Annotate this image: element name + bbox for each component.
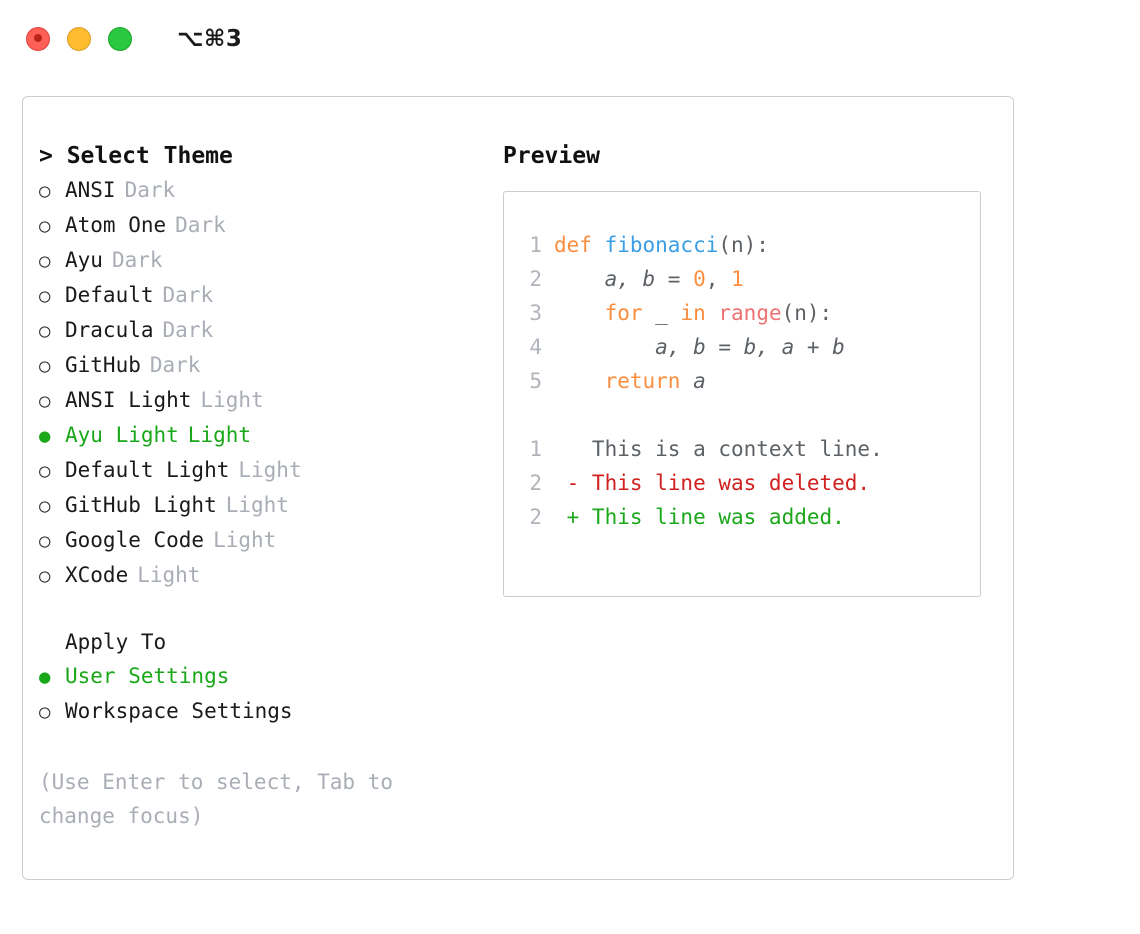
preview-spacer	[520, 398, 980, 432]
theme-option-label: GitHub Light	[65, 493, 217, 517]
theme-option-label: Ayu Light	[65, 423, 179, 447]
theme-option-variant: Light	[213, 528, 277, 552]
code-sample	[520, 228, 980, 398]
theme-option-label: Default Light	[65, 458, 230, 482]
code-token: fibonacci	[604, 233, 719, 257]
theme-option-label: ANSI	[65, 178, 116, 202]
theme-option-row[interactable]	[39, 313, 485, 348]
apply-to-option-label: User Settings	[65, 664, 230, 688]
theme-option-row[interactable]	[39, 558, 485, 593]
radio-unselected-icon[interactable]: ○	[39, 701, 51, 723]
theme-option-label: Default	[65, 283, 154, 307]
theme-option-variant: Dark	[111, 248, 163, 272]
theme-option-variant: Light	[137, 563, 201, 587]
apply-to-option-row[interactable]	[39, 659, 485, 694]
code-token: in	[680, 301, 719, 325]
code-token: 0	[693, 267, 706, 291]
code-token: ,	[705, 267, 732, 291]
diff-line	[520, 500, 980, 534]
theme-option-label: Google Code	[65, 528, 205, 552]
theme-option-row[interactable]	[39, 523, 485, 558]
radio-unselected-icon[interactable]: ○	[39, 250, 51, 272]
theme-option-label: XCode	[65, 563, 129, 587]
code-line	[520, 262, 980, 296]
theme-option-variant: Dark	[162, 318, 214, 342]
theme-option-label: GitHub	[65, 353, 141, 377]
diff-text: + This line was added.	[554, 505, 845, 529]
theme-option-row[interactable]	[39, 278, 485, 313]
apply-to-option-label: Workspace Settings	[65, 699, 293, 723]
diff-line	[520, 466, 980, 500]
diff-text: - This line was deleted.	[554, 471, 871, 495]
code-token: range	[718, 301, 782, 325]
maximize-button[interactable]	[108, 27, 132, 51]
radio-selected-icon[interactable]: ●	[39, 425, 51, 447]
theme-option-row[interactable]	[39, 418, 485, 453]
theme-option-variant: Dark	[162, 283, 214, 307]
apply-to-list[interactable]	[39, 659, 485, 729]
line-number: 1	[529, 233, 542, 257]
close-button[interactable]	[26, 27, 50, 51]
preview-heading: Preview	[503, 143, 600, 169]
code-token: def	[554, 233, 605, 257]
code-token: 1	[731, 267, 744, 291]
radio-unselected-icon[interactable]: ○	[39, 565, 51, 587]
code-token: _	[655, 301, 681, 325]
code-token: (n):	[718, 233, 769, 257]
theme-option-row[interactable]	[39, 243, 485, 278]
code-token	[554, 369, 605, 393]
code-token: a	[693, 369, 706, 393]
theme-option-label: Ayu	[65, 248, 103, 272]
theme-option-label: Atom One	[65, 213, 167, 237]
theme-picker-panel	[22, 96, 1014, 880]
radio-unselected-icon[interactable]: ○	[39, 495, 51, 517]
preview-box	[503, 191, 981, 597]
code-token: (n):	[781, 301, 833, 325]
code-token: return	[604, 369, 694, 393]
keyboard-shortcut-label: ⌥⌘3	[177, 26, 243, 52]
code-line	[520, 228, 980, 262]
theme-selection-column	[23, 139, 485, 879]
radio-unselected-icon[interactable]: ○	[39, 215, 51, 237]
line-number: 2	[529, 267, 542, 291]
code-token: for	[604, 301, 656, 325]
apply-to-option-row[interactable]	[39, 694, 485, 729]
keyboard-hint: (Use Enter to select, Tab to change focus)	[39, 770, 406, 828]
radio-unselected-icon[interactable]: ○	[39, 530, 51, 552]
theme-option-variant: Dark	[124, 178, 176, 202]
radio-unselected-icon[interactable]: ○	[39, 180, 51, 202]
theme-option-row[interactable]	[39, 488, 485, 523]
select-theme-heading: > Select Theme	[39, 143, 233, 169]
line-number: 2	[529, 505, 542, 529]
theme-option-row[interactable]	[39, 348, 485, 383]
code-token	[554, 301, 605, 325]
theme-option-variant: Light	[238, 458, 302, 482]
line-number: 5	[529, 369, 542, 393]
theme-option-variant: Dark	[175, 213, 226, 237]
window-titlebar	[0, 0, 1140, 78]
theme-option-row[interactable]	[39, 383, 485, 418]
diff-text: This is a context line.	[554, 437, 883, 461]
line-number: 3	[529, 301, 542, 325]
radio-unselected-icon[interactable]: ○	[39, 390, 51, 412]
theme-option-label: ANSI Light	[65, 388, 192, 412]
radio-unselected-icon[interactable]: ○	[39, 285, 51, 307]
theme-option-row[interactable]	[39, 173, 485, 208]
theme-option-variant: Light	[225, 493, 289, 517]
apply-to-heading: Apply To	[65, 630, 167, 654]
diff-sample	[520, 432, 980, 534]
line-number: 2	[529, 471, 542, 495]
code-token: a, b =	[554, 267, 694, 291]
code-line	[520, 296, 980, 330]
line-number: 1	[529, 437, 542, 461]
theme-option-label: Dracula	[65, 318, 154, 342]
line-number: 4	[529, 335, 542, 359]
code-token: a, b = b, a + b	[554, 335, 845, 359]
preview-column	[485, 139, 1013, 879]
radio-unselected-icon[interactable]: ○	[39, 355, 51, 377]
radio-unselected-icon[interactable]: ○	[39, 320, 51, 342]
theme-option-variant: Light	[187, 423, 252, 447]
theme-option-variant: Dark	[149, 353, 201, 377]
theme-option-row[interactable]	[39, 453, 485, 488]
diff-line	[520, 432, 980, 466]
theme-option-variant: Light	[200, 388, 264, 412]
theme-option-row[interactable]	[39, 208, 485, 243]
theme-list[interactable]	[39, 173, 485, 593]
code-line	[520, 330, 980, 364]
minimize-button[interactable]	[67, 27, 91, 51]
radio-unselected-icon[interactable]: ○	[39, 460, 51, 482]
code-line	[520, 364, 980, 398]
radio-selected-icon[interactable]: ●	[39, 666, 51, 688]
